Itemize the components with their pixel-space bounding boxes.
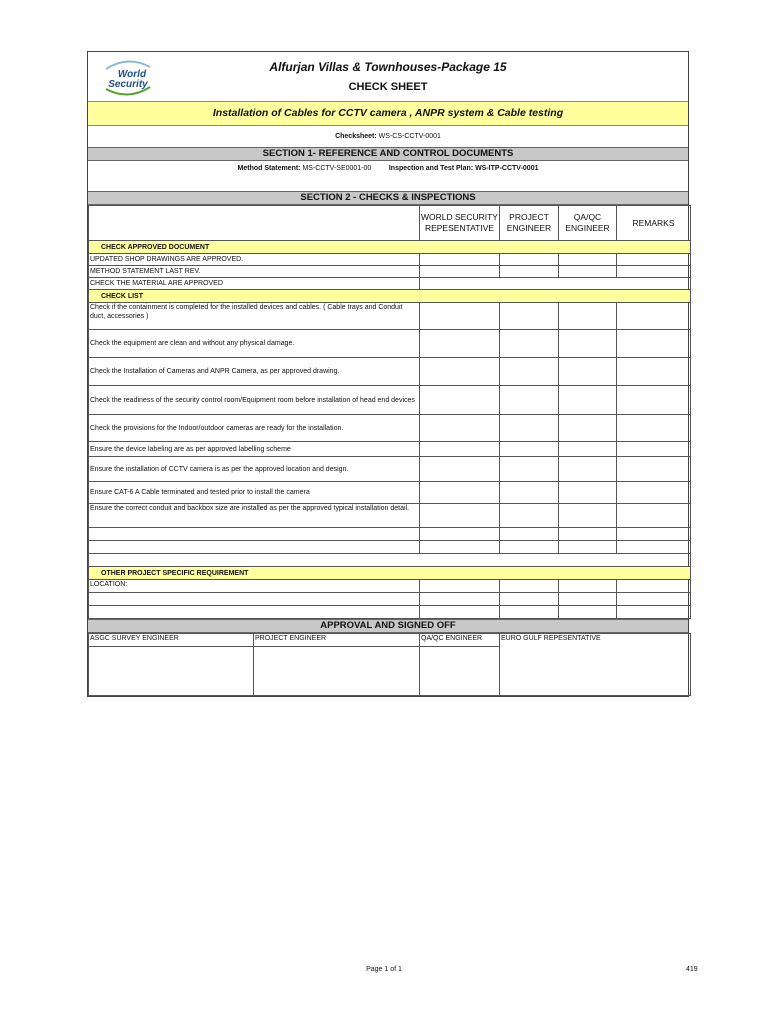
check-cell[interactable] — [420, 482, 500, 504]
svg-text:World: World — [117, 69, 147, 80]
check-cell[interactable] — [420, 386, 500, 415]
check-cell[interactable] — [559, 442, 617, 457]
check-cell[interactable] — [420, 457, 500, 482]
check-cell[interactable] — [420, 580, 500, 593]
signatory-label: ASGC SURVEY ENGINEER — [89, 634, 254, 647]
check-item: CHECK THE MATERIAL ARE APPROVED — [89, 278, 420, 290]
check-cell[interactable] — [420, 606, 500, 619]
check-cell[interactable] — [617, 541, 691, 554]
signoff-table — [88, 633, 691, 696]
column-header: REMARKS — [617, 206, 691, 241]
table-row — [89, 504, 691, 528]
checksheet-label: Checksheet: — [335, 133, 377, 140]
check-item: Ensure the device labeling are as per approved labelling scheme — [89, 442, 420, 457]
check-cell[interactable] — [617, 303, 691, 330]
check-item[interactable] — [89, 541, 420, 554]
check-cell[interactable] — [500, 303, 559, 330]
check-item: Ensure the installation of CCTV camera is as per the approved location and design. — [89, 457, 420, 482]
group-title: CHECK LIST — [89, 290, 691, 303]
table-row — [89, 528, 691, 541]
group-title: CHECK APPROVED DOCUMENT — [89, 241, 691, 254]
check-cell[interactable] — [559, 482, 617, 504]
check-cell[interactable] — [559, 593, 617, 606]
signatory-label: PROJECT ENGINEER — [254, 634, 420, 647]
check-item: Ensure CAT-6 A Cable terminated and tested prior to install the camera — [89, 482, 420, 504]
check-cell[interactable] — [617, 482, 691, 504]
check-item[interactable] — [89, 606, 420, 619]
itp-value: WS-ITP-CCTV-0001 — [475, 165, 539, 172]
table-row — [89, 442, 691, 457]
check-cell[interactable] — [420, 442, 500, 457]
check-sheet — [87, 51, 689, 697]
table-row — [89, 541, 691, 554]
group-header-row — [89, 290, 691, 303]
check-item[interactable] — [89, 528, 420, 541]
check-cell[interactable] — [559, 504, 617, 528]
check-cell[interactable] — [500, 457, 559, 482]
check-cell[interactable] — [617, 415, 691, 442]
group-header-row — [89, 241, 691, 254]
check-cell[interactable] — [420, 415, 500, 442]
table-row — [89, 303, 691, 330]
check-cell[interactable] — [559, 386, 617, 415]
check-cell[interactable] — [617, 580, 691, 593]
check-cell[interactable] — [420, 528, 500, 541]
check-item[interactable] — [89, 593, 420, 606]
check-item: UPDATED SHOP DRAWINGS ARE APPROVED. — [89, 254, 420, 266]
column-header: WORLD SECURITY REPESENTATIVE — [420, 206, 500, 241]
signature-box[interactable] — [254, 647, 420, 696]
check-cell[interactable] — [617, 330, 691, 358]
check-cell[interactable] — [559, 541, 617, 554]
check-cell[interactable] — [500, 580, 559, 593]
check-cell[interactable] — [500, 442, 559, 457]
check-item: Ensure the correct conduit and backbox size are installed as per the approved typical installation detail. — [89, 504, 420, 528]
column-header: PROJECT ENGINEER — [500, 206, 559, 241]
check-cell[interactable] — [420, 254, 500, 266]
approval-title: APPROVAL AND SIGNED OFF — [88, 619, 688, 633]
check-cell[interactable] — [420, 278, 691, 290]
signature-box[interactable] — [89, 647, 254, 696]
table-row — [89, 580, 691, 593]
table-row — [89, 457, 691, 482]
check-cell[interactable] — [559, 606, 617, 619]
sheet-subtitle: Installation of Cables for CCTV camera , ANPR system & Cable testing — [88, 102, 688, 125]
check-cell[interactable] — [559, 580, 617, 593]
check-cell[interactable] — [420, 541, 500, 554]
check-cell[interactable] — [617, 528, 691, 541]
check-cell[interactable] — [500, 504, 559, 528]
check-item: Check the Installation of Cameras and ANPR Camera, as per approved drawing. — [89, 358, 420, 386]
check-cell[interactable] — [617, 254, 691, 266]
check-cell[interactable] — [500, 606, 559, 619]
check-cell[interactable] — [617, 266, 691, 278]
check-cell[interactable] — [617, 442, 691, 457]
check-item: Check if the containment is completed for the installed devices and cables. ( Cable trays and Conduit duct, accessories ) — [89, 303, 420, 330]
table-row — [89, 254, 691, 266]
sheet-title: CHECK SHEET — [348, 81, 428, 93]
table-row — [89, 606, 691, 619]
table-row — [89, 266, 691, 278]
check-cell[interactable] — [500, 358, 559, 386]
check-cell[interactable] — [559, 457, 617, 482]
check-cell[interactable] — [617, 593, 691, 606]
check-cell[interactable] — [559, 254, 617, 266]
check-cell[interactable] — [500, 541, 559, 554]
column-header: QA/QC ENGINEER — [559, 206, 617, 241]
check-cell[interactable] — [500, 254, 559, 266]
check-cell[interactable] — [500, 386, 559, 415]
sheet-header — [88, 52, 688, 102]
check-item: Check the provisions for the Indoor/outdoor cameras are ready for the installation. — [89, 415, 420, 442]
check-cell[interactable] — [617, 606, 691, 619]
location-label: LOCATION: — [89, 580, 420, 593]
check-cell[interactable] — [617, 386, 691, 415]
check-cell[interactable] — [559, 330, 617, 358]
check-item: Check the equipment are clean and without any physical damage. — [89, 330, 420, 358]
method-statement-label: Method Statement: — [237, 165, 301, 172]
inspection-table — [88, 205, 691, 619]
signature-box[interactable] — [420, 647, 500, 696]
checksheet-ref — [88, 125, 688, 147]
check-item: Check the readiness of the security control room/Equipment room before installation of head end devices — [89, 386, 420, 415]
svg-text:Security: Security — [108, 79, 148, 90]
check-cell[interactable] — [420, 303, 500, 330]
blank-row — [89, 554, 691, 567]
spacer — [88, 178, 688, 191]
item-column-header — [89, 206, 420, 241]
method-statement-value: MS-CCTV-SE0001-00 — [302, 165, 372, 172]
table-row — [89, 482, 691, 504]
table-row — [89, 278, 691, 290]
check-cell[interactable] — [559, 266, 617, 278]
check-cell[interactable] — [500, 528, 559, 541]
check-cell[interactable] — [500, 415, 559, 442]
check-cell[interactable] — [500, 330, 559, 358]
table-row — [89, 386, 691, 415]
check-cell[interactable] — [559, 358, 617, 386]
project-title: Alfurjan Villas & Townhouses-Package 15 — [269, 60, 507, 74]
check-cell[interactable] — [617, 358, 691, 386]
page-indicator: Page 1 of 1 — [366, 966, 402, 973]
check-cell[interactable] — [617, 504, 691, 528]
check-cell[interactable] — [420, 358, 500, 386]
check-cell[interactable] — [559, 303, 617, 330]
check-cell[interactable] — [500, 266, 559, 278]
table-row — [89, 593, 691, 606]
check-cell[interactable] — [559, 528, 617, 541]
reference-line — [88, 161, 688, 178]
signatory-label: QA/QC ENGINEER — [420, 634, 500, 647]
page-number: 419 — [686, 966, 698, 973]
check-cell[interactable] — [420, 593, 500, 606]
section1-title: SECTION 1- REFERENCE AND CONTROL DOCUMENTS — [88, 147, 688, 161]
table-row — [89, 330, 691, 358]
check-cell[interactable] — [420, 330, 500, 358]
group-header-row — [89, 567, 691, 580]
section2-title: SECTION 2 - CHECKS & INSPECTIONS — [88, 191, 688, 205]
signatory-label: EURO GULF REPESENTATIVE — [500, 634, 691, 696]
blank-cell — [89, 554, 691, 567]
table-row — [89, 358, 691, 386]
group-title: OTHER PROJECT SPECIFIC REQUIREMENT — [89, 567, 691, 580]
signatory-row — [89, 634, 691, 647]
check-item: METHOD STATEMENT LAST REV. — [89, 266, 420, 278]
check-cell[interactable] — [420, 266, 500, 278]
check-cell[interactable] — [559, 415, 617, 442]
table-header-row — [89, 206, 691, 241]
table-row — [89, 415, 691, 442]
check-cell[interactable] — [617, 457, 691, 482]
check-cell[interactable] — [500, 593, 559, 606]
checksheet-value: WS-CS-CCTV-0001 — [378, 133, 441, 140]
check-cell[interactable] — [420, 504, 500, 528]
check-cell[interactable] — [500, 482, 559, 504]
itp-label: Inspection and Test Plan: — [388, 165, 474, 172]
